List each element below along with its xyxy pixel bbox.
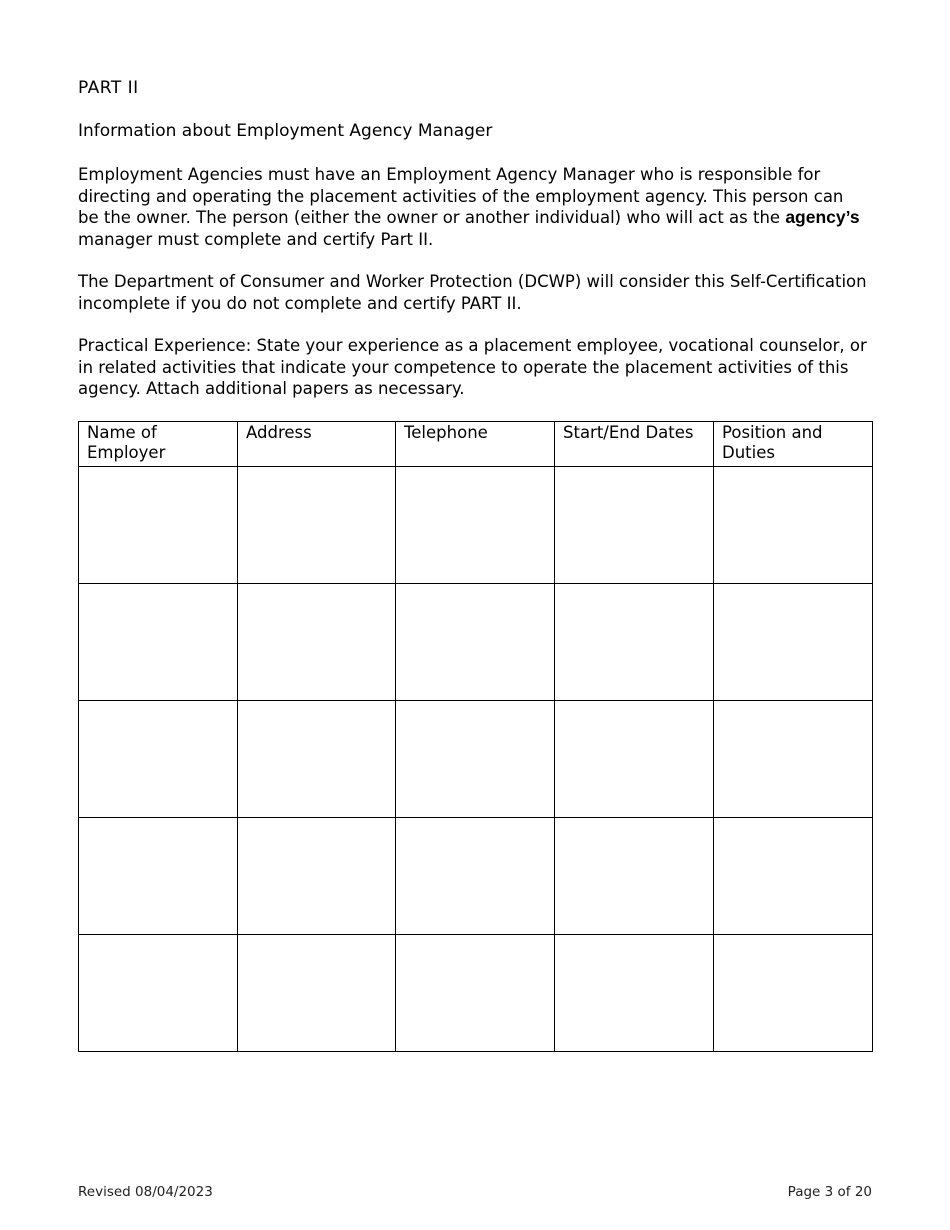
table-cell-position[interactable]	[714, 467, 873, 584]
practical-experience-paragraph: Practical Experience: State your experience as a placement employee, vocational counselor, or in related activities that indicate your competence to operate the placement activities of this agency. Attach additional papers as necessary.	[78, 336, 867, 398]
table-cell-employer[interactable]	[79, 701, 238, 818]
revision-date: Revised 08/04/2023	[78, 1184, 213, 1200]
paragraph-bold-text: agency’s	[785, 207, 860, 227]
table-cell-address[interactable]	[238, 584, 396, 701]
table-cell-employer[interactable]	[79, 584, 238, 701]
table-cell-position[interactable]	[714, 701, 873, 818]
table-row	[79, 584, 873, 701]
table-cell-telephone[interactable]	[396, 818, 555, 935]
table-cell-telephone[interactable]	[396, 935, 555, 1052]
table-cell-dates[interactable]	[555, 935, 714, 1052]
table-cell-position[interactable]	[714, 818, 873, 935]
experience-table	[78, 421, 873, 1052]
table-cell-position[interactable]	[714, 584, 873, 701]
paragraph-text: manager must complete and certify Part II.	[78, 229, 434, 249]
table-cell-employer[interactable]	[79, 935, 238, 1052]
part-title: PART II	[78, 78, 139, 98]
table-cell-dates[interactable]	[555, 818, 714, 935]
table-cell-address[interactable]	[238, 935, 396, 1052]
column-header-position: Position and Duties	[714, 422, 873, 467]
table-cell-address[interactable]	[238, 467, 396, 584]
table-cell-telephone[interactable]	[396, 467, 555, 584]
table-cell-employer[interactable]	[79, 467, 238, 584]
table-cell-employer[interactable]	[79, 818, 238, 935]
incomplete-warning-paragraph: The Department of Consumer and Worker Protection (DCWP) will consider this Self-Certification incomplete if you do not complete and certify PART II.	[78, 272, 867, 313]
table-cell-telephone[interactable]	[396, 584, 555, 701]
table-cell-dates[interactable]	[555, 584, 714, 701]
table-cell-address[interactable]	[238, 818, 396, 935]
table-row	[79, 467, 873, 584]
manager-requirement-paragraph	[78, 164, 868, 250]
column-header-telephone: Telephone	[396, 422, 555, 467]
column-header-employer: Name of Employer	[79, 422, 238, 467]
table-row	[79, 701, 873, 818]
table-row	[79, 818, 873, 935]
table-cell-address[interactable]	[238, 701, 396, 818]
table-cell-telephone[interactable]	[396, 701, 555, 818]
table-row	[79, 935, 873, 1052]
table-header-row	[79, 422, 873, 467]
table-cell-position[interactable]	[714, 935, 873, 1052]
paragraph-text: Employment Agencies must have an Employment Agency Manager who is responsible for directing and operating the placement activities of the employment agency. This person can be the owner. The person (either the owner or another individual) who will act as the	[78, 165, 844, 227]
column-header-address: Address	[238, 422, 396, 467]
table-cell-dates[interactable]	[555, 467, 714, 584]
column-header-dates: Start/End Dates	[555, 422, 714, 467]
table-cell-dates[interactable]	[555, 701, 714, 818]
page-number: Page 3 of 20	[787, 1184, 872, 1200]
section-heading: Information about Employment Agency Manager	[78, 121, 493, 141]
